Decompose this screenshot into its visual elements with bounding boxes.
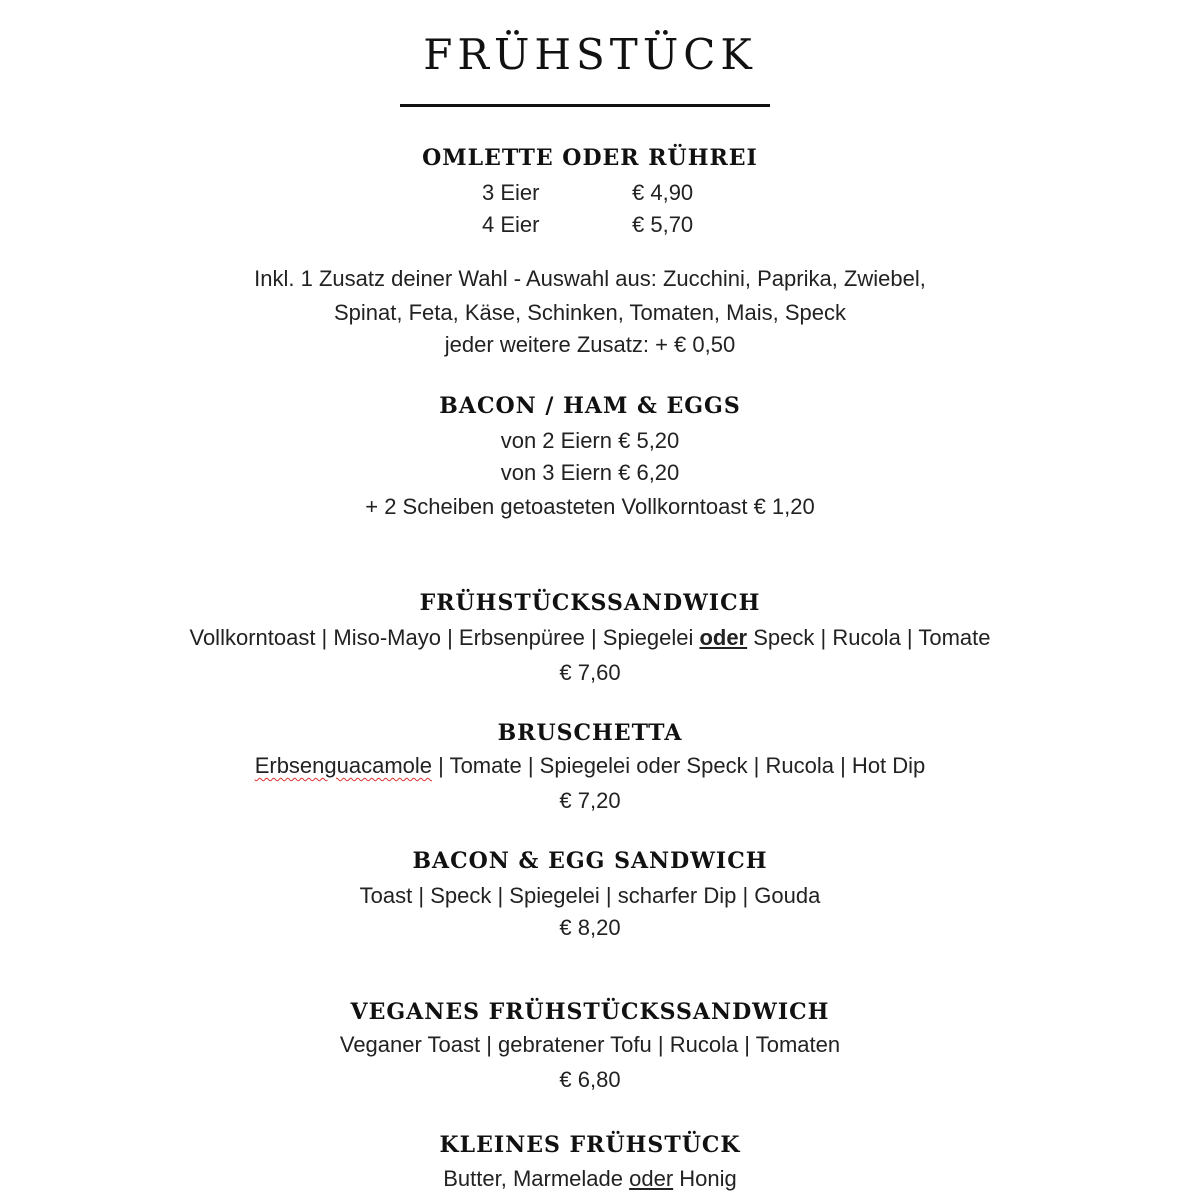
title-divider bbox=[400, 104, 770, 107]
omlette-row-1-label: 3 Eier bbox=[482, 180, 540, 205]
fruehstueckssandwich-desc-start: Vollkorntoast | Miso-Mayo | Erbsenpüree | Spiegelei bbox=[189, 625, 700, 650]
omlette-note-3: jeder weitere Zusatz: + € 0,50 bbox=[444, 332, 736, 357]
bruschetta-description bbox=[0, 751, 1180, 781]
bacon-egg-sandwich-description: Toast | Speck | Spiegelei | scharfer Dip | Gouda bbox=[359, 883, 821, 908]
fruehstueckssandwich-desc-end: Speck | Rucola | Tomate bbox=[747, 625, 991, 650]
kleines-description bbox=[0, 1164, 1180, 1194]
bruschetta-heading: BRUSCHETTA bbox=[497, 720, 683, 746]
bacon-ham-line-1: von 2 Eiern € 5,20 bbox=[500, 428, 680, 453]
omlette-note-2: Spinat, Feta, Käse, Schinken, Tomaten, Mais, Speck bbox=[334, 300, 846, 325]
bacon-ham-line-3: + 2 Scheiben getoasteten Vollkorntoast € 1,20 bbox=[365, 494, 815, 519]
bacon-ham-heading: BACON / HAM & EGGS bbox=[439, 393, 741, 419]
fruehstueckssandwich-desc-emphasis: oder bbox=[699, 625, 748, 650]
kleines-desc-emphasis: oder bbox=[629, 1166, 674, 1191]
omlette-heading: OMLETTE ODER RÜHREI bbox=[422, 145, 758, 171]
bruschetta-desc-rest: | Tomate | Spiegelei oder Speck | Rucola | Hot Dip bbox=[432, 753, 926, 778]
veganes-price: € 6,80 bbox=[559, 1067, 621, 1092]
bruschetta-desc-flagged-word: Erbsenguacamole bbox=[254, 753, 433, 778]
fruehstueckssandwich-description bbox=[0, 623, 1180, 653]
bruschetta-price: € 7,20 bbox=[559, 788, 621, 813]
omlette-row-2-price: € 5,70 bbox=[632, 212, 694, 237]
veganes-description: Veganer Toast | gebratener Tofu | Rucola | Tomaten bbox=[339, 1032, 841, 1057]
omlette-row-1-price: € 4,90 bbox=[632, 180, 694, 205]
omlette-note-1: Inkl. 1 Zusatz deiner Wahl - Auswahl aus: Zucchini, Paprika, Zwiebel, bbox=[254, 266, 926, 291]
kleines-heading: KLEINES FRÜHSTÜCK bbox=[439, 1132, 741, 1158]
omlette-row-2-label: 4 Eier bbox=[482, 212, 540, 237]
bacon-ham-line-2: von 3 Eiern € 6,20 bbox=[500, 460, 680, 485]
kleines-desc-end: Honig bbox=[673, 1166, 737, 1191]
fruehstueckssandwich-heading: FRÜHSTÜCKSSANDWICH bbox=[419, 590, 761, 616]
veganes-heading: VEGANES FRÜHSTÜCKSSANDWICH bbox=[350, 999, 830, 1025]
bacon-egg-sandwich-price: € 8,20 bbox=[559, 915, 621, 940]
bacon-egg-sandwich-heading: BACON & EGG SANDWICH bbox=[412, 848, 768, 874]
page-title: FRÜHSTÜCK bbox=[423, 30, 757, 79]
fruehstueckssandwich-price: € 7,60 bbox=[559, 660, 621, 685]
kleines-desc-start: Butter, Marmelade bbox=[443, 1166, 630, 1191]
